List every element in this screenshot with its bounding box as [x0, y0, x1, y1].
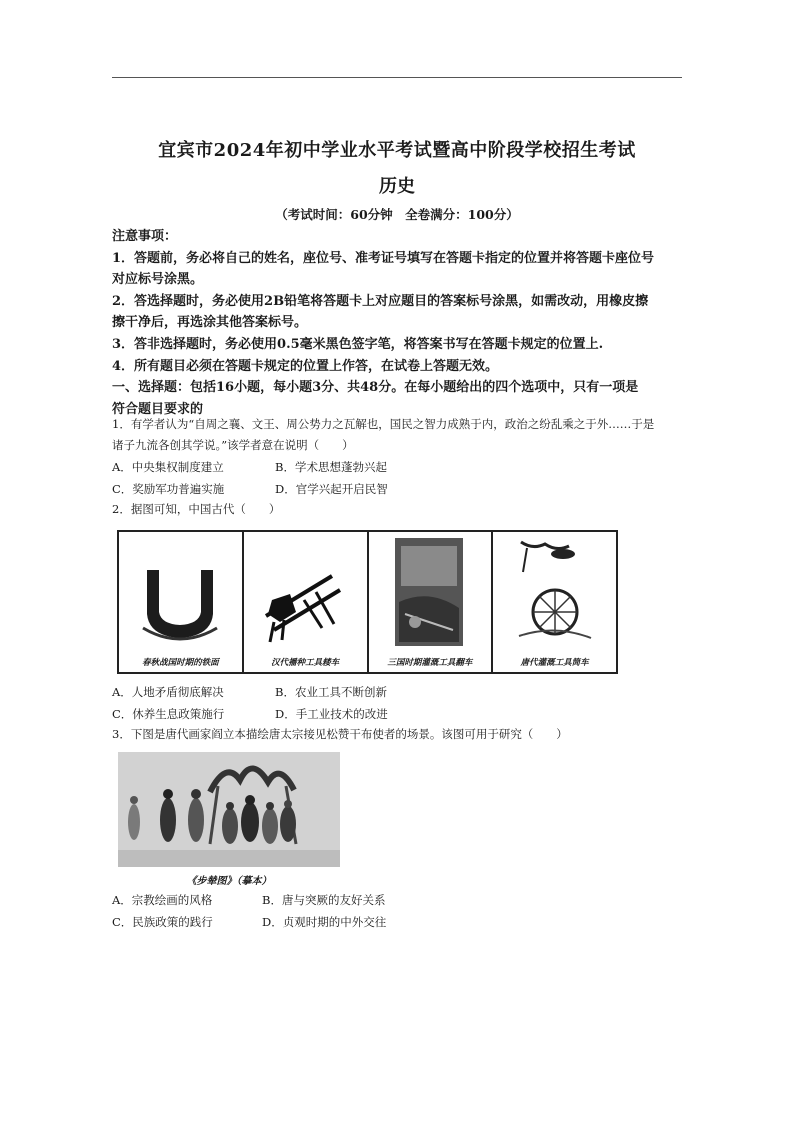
header-rule	[112, 77, 682, 78]
note-line: 擦干净后，再选涂其他答案标号。	[112, 315, 308, 331]
option-d: D．手工业技术的改进	[275, 707, 388, 721]
question-1	[112, 414, 692, 456]
option-d: D．贞观时期的中外交往	[262, 915, 387, 929]
option-c: C．休养生息政策施行	[112, 707, 225, 721]
notes-section	[112, 226, 686, 420]
exam-title: 宜宾市2024年初中学业水平考试暨高中阶段学校招生考试	[158, 140, 636, 161]
option-a: A．宗教绘画的风格	[112, 893, 213, 907]
figure-panel-seed-drill	[244, 532, 369, 672]
caption-iron-tool: 春秋战国时期的铁面	[142, 658, 219, 668]
option-d: D．官学兴起开启民智	[275, 482, 388, 496]
question-3-stem: 3．下图是唐代画家阎立本描绘唐太宗接见松赞干布使者的场景。该图可用于研究（ ）	[112, 727, 568, 741]
notes-heading: 注意事项：	[112, 229, 178, 244]
note-line: 2．答选择题时，务必使用2B铅笔将答题卡上对应题目的答案标号涂黑，如需改动，用橡皮擦	[112, 293, 649, 309]
painting-caption: 《步辇图》（摹本）	[186, 876, 272, 887]
question-2-options	[112, 681, 388, 725]
figure-panel-water-wheel	[493, 532, 616, 672]
question-2-figure	[117, 530, 618, 674]
note-line: 4．所有题目必须在答题卡规定的位置上作答，在试卷上答题无效。	[112, 358, 499, 374]
caption-chain-pump: 三国时期灌溉工具翻车	[387, 658, 473, 668]
chain-pump-image	[369, 532, 491, 668]
figure-panel-iron-tool	[119, 532, 244, 672]
question-3	[112, 724, 692, 745]
note-line: 1．答题前，务必将自己的姓名，座位号、准考证号填写在答题卡指定的位置并将答题卡座位号	[112, 250, 655, 266]
water-wheel-image	[493, 532, 615, 668]
question-2	[112, 499, 692, 520]
option-c: C．民族政策的践行	[112, 915, 213, 929]
seed-drill-image	[244, 532, 366, 668]
section-heading-cont: 符合题目要求的	[112, 401, 204, 417]
option-c: C．奖励军功普遍实施	[112, 482, 225, 496]
subject-title: 历史	[379, 176, 415, 197]
section-heading: 一、选择题：包括16小题，每小题3分、共48分。在每小题给出的四个选项中，只有一项是	[112, 380, 639, 396]
question-3-options	[112, 889, 386, 933]
option-b: B．唐与突厥的友好关系	[262, 893, 386, 907]
caption-seed-drill: 汉代播种工具耧车	[271, 658, 340, 668]
question-1-line: 诸子九流各创其学说。”该学者意在说明（ ）	[112, 438, 354, 452]
option-b: B．农业工具不断创新	[275, 685, 387, 699]
note-line: 对应标号涂黑。	[112, 272, 204, 288]
question-1-options	[112, 456, 388, 500]
exam-info: （考试时间：60分钟 全卷满分：100分）	[275, 207, 519, 222]
painting-scene	[118, 752, 340, 867]
note-line: 3．答非选择题时，务必使用0.5毫米黑色签字笔，将答案书写在答题卡规定的位置上.	[112, 336, 604, 352]
question-1-line: 1．有学者认为“自周之襄、文王、周公势力之瓦解也，国民之智力成熟于内，政治之纷乱乘之于外……于是	[112, 417, 655, 431]
question-2-stem: 2．据图可知，中国古代（ ）	[112, 502, 281, 516]
option-b: B．学术思想蓬勃兴起	[275, 460, 387, 474]
figure-panel-square-pallet-chain-pump	[369, 532, 494, 672]
iron-tool-image	[119, 532, 241, 668]
caption-water-wheel: 唐代灌溉工具筒车	[520, 658, 589, 668]
option-a: A．人地矛盾彻底解决	[112, 685, 224, 699]
painting-image	[118, 752, 340, 867]
option-a: A．中央集权制度建立	[112, 460, 224, 474]
